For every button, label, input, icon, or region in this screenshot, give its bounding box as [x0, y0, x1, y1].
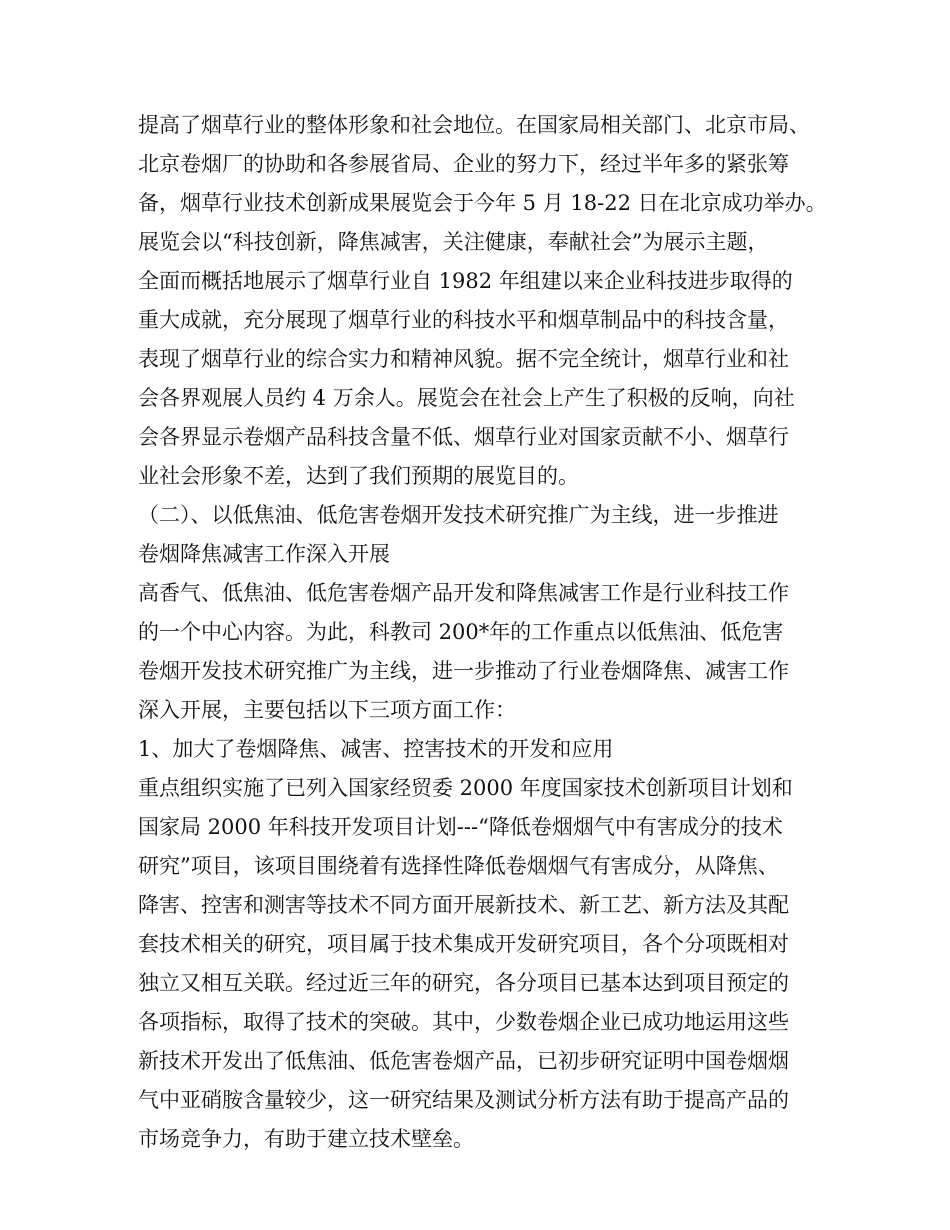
text-line: 会各界观展人员约 4 万余人。展览会在社会上产生了积极的反响，向社 [138, 386, 795, 410]
text-line: 展览会以“科技创新，降焦减害，关注健康，奉献社会”为展示主题， [138, 230, 769, 254]
text-line: 高香气、低焦油、低危害卷烟产品开发和降焦减害工作是行业科技工作 [138, 581, 789, 605]
text-line: 会各界显示卷烟产品科技含量不低、烟草行业对国家贡献不小、烟草行 [138, 425, 789, 449]
text-line: 重点组织实施了已列入国家经贸委 2000 年度国家技术创新项目计划和 [138, 776, 793, 800]
text-line: 降害、控害和测害等技术不同方面开展新技术、新工艺、新方法及其配 [138, 893, 789, 917]
text-line: 业社会形象不差，达到了我们预期的展览目的。 [138, 464, 579, 488]
text-line: 卷烟开发技术研究推广为主线，进一步推动了行业卷烟降焦、减害工作 [138, 659, 789, 683]
text-line: 新技术开发出了低焦油、低危害卷烟产品，已初步研究证明中国卷烟烟 [138, 1049, 789, 1073]
text-line: 深入开展，主要包括以下三项方面工作： [138, 698, 516, 722]
text-line: 套技术相关的研究，项目属于技术集成开发研究项目，各个分项既相对 [138, 932, 789, 956]
section-heading-line: 卷烟降焦减害工作深入开展 [138, 542, 390, 566]
document-body [138, 106, 838, 1159]
text-line: 北京卷烟厂的协助和各参展省局、企业的努力下，经过半年多的紧张筹 [138, 152, 789, 176]
text-line: 市场竞争力，有助于建立技术壁垒。 [138, 1127, 474, 1151]
text-line: 气中亚硝胺含量较少，这一研究结果及测试分析方法有助于提高产品的 [138, 1088, 789, 1112]
subsection-heading-line: 1、加大了卷烟降焦、减害、控害技术的开发和应用 [138, 737, 614, 761]
text-line: 表现了烟草行业的综合实力和精神风貌。据不完全统计，烟草行业和社 [138, 347, 789, 371]
section-heading-line: （二）、以低焦油、低危害卷烟开发技术研究推广为主线，进一步推进 [138, 503, 779, 527]
text-line: 全面而概括地展示了烟草行业自 1982 年组建以来企业科技进步取得的 [138, 269, 793, 293]
text-line: 的一个中心内容。为此，科教司 200*年的工作重点以低焦油、低危害 [138, 620, 784, 644]
text-line: 独立又相互关联。经过近三年的研究，各分项目已基本达到项目预定的 [138, 971, 789, 995]
text-line: 国家局 2000 年科技开发项目计划---“降低卷烟烟气中有害成分的技术 [138, 815, 783, 839]
text-line: 重大成就，充分展现了烟草行业的科技水平和烟草制品中的科技含量， [138, 308, 789, 332]
text-line: 备，烟草行业技术创新成果展览会于今年 5 月 18-22 日在北京成功举办。 [138, 191, 827, 215]
text-line: 提高了烟草行业的整体形象和社会地位。在国家局相关部门、北京市局、 [138, 113, 810, 137]
text-line: 研究”项目，该项目围绕着有选择性降低卷烟烟气有害成分，从降焦、 [138, 854, 779, 878]
text-line: 各项指标，取得了技术的突破。其中，少数卷烟企业已成功地运用这些 [138, 1010, 789, 1034]
